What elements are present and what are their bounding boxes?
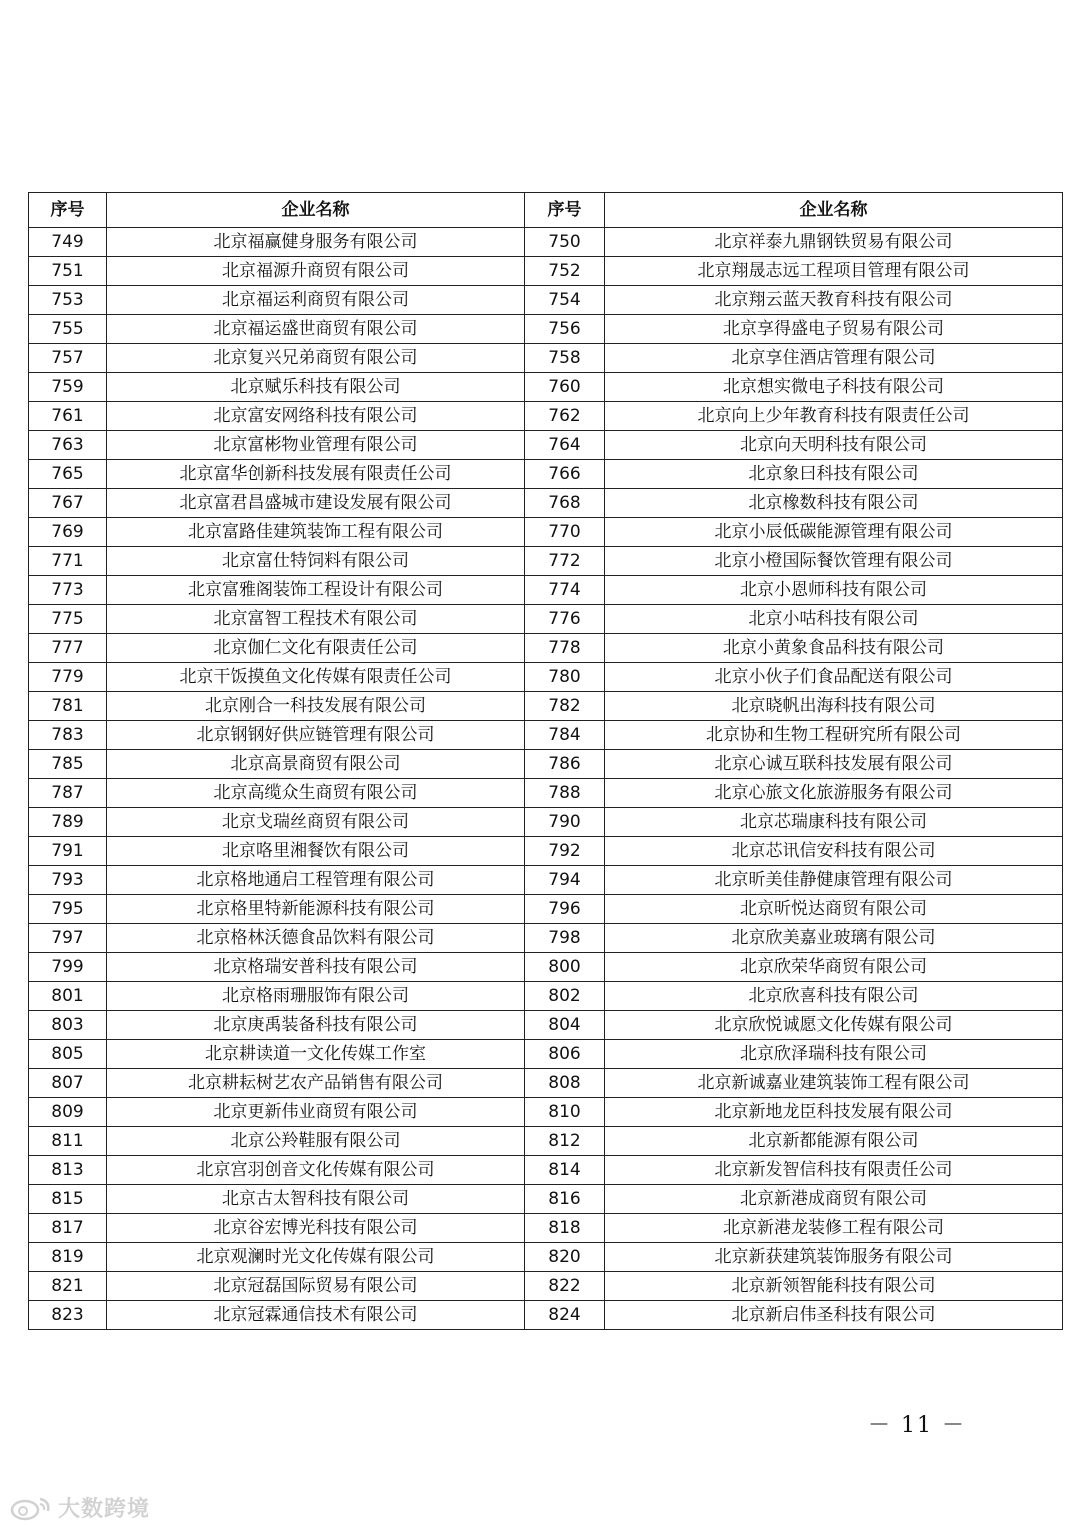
row-number-left: 749: [29, 228, 107, 257]
table-row: [29, 663, 1063, 692]
table-row: [29, 1040, 1063, 1069]
row-number-left: 763: [29, 431, 107, 460]
row-number-left: 793: [29, 866, 107, 895]
table-row: [29, 373, 1063, 402]
row-number-left: 801: [29, 982, 107, 1011]
table-row: [29, 750, 1063, 779]
company-name-right: 北京欣喜科技有限公司: [605, 982, 1063, 1011]
company-name-right: 北京新启伟圣科技有限公司: [605, 1301, 1063, 1330]
row-number-left: 823: [29, 1301, 107, 1330]
table-row: [29, 315, 1063, 344]
company-name-left: 北京干饭摸鱼文化传媒有限责任公司: [107, 663, 525, 692]
row-number-left: 783: [29, 721, 107, 750]
table-row: [29, 547, 1063, 576]
row-number-left: 809: [29, 1098, 107, 1127]
enterprise-list-table: [28, 192, 1063, 1330]
company-name-right: 北京芯瑞康科技有限公司: [605, 808, 1063, 837]
row-number-right: 778: [525, 634, 605, 663]
header-no-left: 序号: [29, 193, 107, 228]
row-number-right: 758: [525, 344, 605, 373]
row-number-right: 812: [525, 1127, 605, 1156]
row-number-left: 811: [29, 1127, 107, 1156]
watermark-text: 大数跨境: [58, 1497, 151, 1522]
row-number-left: 751: [29, 257, 107, 286]
company-name-left: 北京宫羽创音文化传媒有限公司: [107, 1156, 525, 1185]
row-number-right: 766: [525, 460, 605, 489]
company-name-left: 北京格林沃德食品饮料有限公司: [107, 924, 525, 953]
row-number-right: 790: [525, 808, 605, 837]
company-name-left: 北京赋乐科技有限公司: [107, 373, 525, 402]
row-number-left: 807: [29, 1069, 107, 1098]
table-row: [29, 1011, 1063, 1040]
row-number-right: 754: [525, 286, 605, 315]
company-name-left: 北京富华创新科技发展有限责任公司: [107, 460, 525, 489]
company-name-right: 北京小黄象食品科技有限公司: [605, 634, 1063, 663]
company-name-left: 北京格瑞安普科技有限公司: [107, 953, 525, 982]
row-number-left: 755: [29, 315, 107, 344]
table-row: [29, 1301, 1063, 1330]
row-number-left: 767: [29, 489, 107, 518]
company-name-left: 北京福赢健身服务有限公司: [107, 228, 525, 257]
row-number-left: 795: [29, 895, 107, 924]
row-number-left: 753: [29, 286, 107, 315]
row-number-left: 797: [29, 924, 107, 953]
company-name-right: 北京祥泰九鼎钢铁贸易有限公司: [605, 228, 1063, 257]
row-number-right: 804: [525, 1011, 605, 1040]
company-name-left: 北京钢钢好供应链管理有限公司: [107, 721, 525, 750]
row-number-right: 764: [525, 431, 605, 460]
table-row: [29, 1185, 1063, 1214]
company-name-right: 北京心诚互联科技发展有限公司: [605, 750, 1063, 779]
row-number-right: 784: [525, 721, 605, 750]
row-number-right: 788: [525, 779, 605, 808]
table-row: [29, 895, 1063, 924]
row-number-right: 816: [525, 1185, 605, 1214]
company-name-left: 北京格雨珊服饰有限公司: [107, 982, 525, 1011]
company-name-right: 北京小辰低碳能源管理有限公司: [605, 518, 1063, 547]
company-name-left: 北京富君昌盛城市建设发展有限公司: [107, 489, 525, 518]
row-number-left: 761: [29, 402, 107, 431]
table-row: [29, 518, 1063, 547]
company-name-right: 北京新都能源有限公司: [605, 1127, 1063, 1156]
row-number-left: 813: [29, 1156, 107, 1185]
company-name-right: 北京新领智能科技有限公司: [605, 1272, 1063, 1301]
company-name-right: 北京欣荣华商贸有限公司: [605, 953, 1063, 982]
company-name-right: 北京心旅文化旅游服务有限公司: [605, 779, 1063, 808]
company-name-right: 北京享得盛电子贸易有限公司: [605, 315, 1063, 344]
company-name-right: 北京芯讯信安科技有限公司: [605, 837, 1063, 866]
row-number-left: 803: [29, 1011, 107, 1040]
row-number-left: 775: [29, 605, 107, 634]
company-name-left: 北京福运利商贸有限公司: [107, 286, 525, 315]
row-number-right: 810: [525, 1098, 605, 1127]
company-name-right: 北京享住酒店管理有限公司: [605, 344, 1063, 373]
table-row: [29, 1214, 1063, 1243]
table-row: [29, 1243, 1063, 1272]
row-number-right: 782: [525, 692, 605, 721]
table-row: [29, 1272, 1063, 1301]
row-number-left: 817: [29, 1214, 107, 1243]
row-number-right: 798: [525, 924, 605, 953]
company-name-left: 北京谷宏博光科技有限公司: [107, 1214, 525, 1243]
row-number-left: 787: [29, 779, 107, 808]
table-row: [29, 692, 1063, 721]
company-name-right: 北京小伙子们食品配送有限公司: [605, 663, 1063, 692]
table-row: [29, 982, 1063, 1011]
company-name-right: 北京新获建筑装饰服务有限公司: [605, 1243, 1063, 1272]
company-name-left: 北京观澜时光文化传媒有限公司: [107, 1243, 525, 1272]
row-number-right: 808: [525, 1069, 605, 1098]
row-number-right: 780: [525, 663, 605, 692]
row-number-left: 791: [29, 837, 107, 866]
row-number-left: 781: [29, 692, 107, 721]
row-number-left: 815: [29, 1185, 107, 1214]
row-number-left: 777: [29, 634, 107, 663]
company-name-left: 北京更新伟业商贸有限公司: [107, 1098, 525, 1127]
company-name-left: 北京格地通启工程管理有限公司: [107, 866, 525, 895]
table-row: [29, 721, 1063, 750]
header-name-right: 企业名称: [605, 193, 1063, 228]
row-number-right: 824: [525, 1301, 605, 1330]
table-row: [29, 953, 1063, 982]
company-name-right: 北京协和生物工程研究所有限公司: [605, 721, 1063, 750]
row-number-left: 821: [29, 1272, 107, 1301]
company-name-right: 北京象曰科技有限公司: [605, 460, 1063, 489]
company-name-right: 北京翔云蓝天教育科技有限公司: [605, 286, 1063, 315]
row-number-left: 785: [29, 750, 107, 779]
page-number: － 11 －: [868, 1413, 966, 1438]
company-name-left: 北京耕读道一文化传媒工作室: [107, 1040, 525, 1069]
company-name-right: 北京小恩师科技有限公司: [605, 576, 1063, 605]
table-row: [29, 837, 1063, 866]
company-name-left: 北京冠磊国际贸易有限公司: [107, 1272, 525, 1301]
row-number-right: 806: [525, 1040, 605, 1069]
table-row: [29, 1069, 1063, 1098]
row-number-right: 768: [525, 489, 605, 518]
row-number-right: 750: [525, 228, 605, 257]
row-number-left: 789: [29, 808, 107, 837]
table-row: [29, 605, 1063, 634]
company-name-left: 北京格里特新能源科技有限公司: [107, 895, 525, 924]
row-number-right: 802: [525, 982, 605, 1011]
table-row: [29, 808, 1063, 837]
header-name-left: 企业名称: [107, 193, 525, 228]
company-name-right: 北京新发智信科技有限责任公司: [605, 1156, 1063, 1185]
company-name-right: 北京想实微电子科技有限公司: [605, 373, 1063, 402]
company-name-right: 北京欣悦诚愿文化传媒有限公司: [605, 1011, 1063, 1040]
table-row: [29, 228, 1063, 257]
row-number-right: 756: [525, 315, 605, 344]
company-name-right: 北京向天明科技有限公司: [605, 431, 1063, 460]
company-name-right: 北京小咕科技有限公司: [605, 605, 1063, 634]
company-name-left: 北京富雅阁装饰工程设计有限公司: [107, 576, 525, 605]
table-row: [29, 460, 1063, 489]
table-row: [29, 779, 1063, 808]
row-number-right: 814: [525, 1156, 605, 1185]
row-number-left: 773: [29, 576, 107, 605]
company-name-right: 北京橡数科技有限公司: [605, 489, 1063, 518]
table-row: [29, 634, 1063, 663]
company-name-left: 北京复兴兄弟商贸有限公司: [107, 344, 525, 373]
table-row: [29, 1156, 1063, 1185]
row-number-right: 794: [525, 866, 605, 895]
company-name-left: 北京公羚鞋服有限公司: [107, 1127, 525, 1156]
row-number-left: 771: [29, 547, 107, 576]
row-number-right: 792: [525, 837, 605, 866]
table-row: [29, 431, 1063, 460]
row-number-left: 757: [29, 344, 107, 373]
table-row: [29, 286, 1063, 315]
table-row: [29, 866, 1063, 895]
row-number-right: 770: [525, 518, 605, 547]
row-number-right: 822: [525, 1272, 605, 1301]
company-name-left: 北京庚禹装备科技有限公司: [107, 1011, 525, 1040]
row-number-left: 759: [29, 373, 107, 402]
table-row: [29, 257, 1063, 286]
table-row: [29, 344, 1063, 373]
company-name-left: 北京富路佳建筑装饰工程有限公司: [107, 518, 525, 547]
company-name-left: 北京刚合一科技发展有限公司: [107, 692, 525, 721]
row-number-left: 805: [29, 1040, 107, 1069]
company-name-right: 北京翔晟志远工程项目管理有限公司: [605, 257, 1063, 286]
company-name-left: 北京戈瑞丝商贸有限公司: [107, 808, 525, 837]
row-number-left: 769: [29, 518, 107, 547]
row-number-right: 774: [525, 576, 605, 605]
company-name-right: 北京欣美嘉业玻璃有限公司: [605, 924, 1063, 953]
company-name-right: 北京昕美佳静健康管理有限公司: [605, 866, 1063, 895]
company-name-left: 北京富智工程技术有限公司: [107, 605, 525, 634]
company-name-left: 北京富仕特饲料有限公司: [107, 547, 525, 576]
company-name-left: 北京耕耘树艺农产品销售有限公司: [107, 1069, 525, 1098]
company-name-left: 北京高景商贸有限公司: [107, 750, 525, 779]
row-number-right: 796: [525, 895, 605, 924]
company-name-right: 北京新地龙臣科技发展有限公司: [605, 1098, 1063, 1127]
row-number-right: 762: [525, 402, 605, 431]
company-name-right: 北京新港成商贸有限公司: [605, 1185, 1063, 1214]
row-number-right: 772: [525, 547, 605, 576]
row-number-right: 818: [525, 1214, 605, 1243]
row-number-right: 752: [525, 257, 605, 286]
company-name-left: 北京福运盛世商贸有限公司: [107, 315, 525, 344]
row-number-right: 800: [525, 953, 605, 982]
table-row: [29, 402, 1063, 431]
company-name-left: 北京高缆众生商贸有限公司: [107, 779, 525, 808]
row-number-left: 779: [29, 663, 107, 692]
table-row: [29, 1127, 1063, 1156]
company-name-right: 北京新诚嘉业建筑装饰工程有限公司: [605, 1069, 1063, 1098]
company-name-left: 北京咯里湘餐饮有限公司: [107, 837, 525, 866]
company-name-left: 北京伽仁文化有限责任公司: [107, 634, 525, 663]
company-name-left: 北京古太智科技有限公司: [107, 1185, 525, 1214]
company-name-left: 北京冠霖通信技术有限公司: [107, 1301, 525, 1330]
table-row: [29, 1098, 1063, 1127]
table-row: [29, 489, 1063, 518]
row-number-right: 776: [525, 605, 605, 634]
row-number-right: 820: [525, 1243, 605, 1272]
company-name-right: 北京向上少年教育科技有限责任公司: [605, 402, 1063, 431]
company-name-right: 北京小橙国际餐饮管理有限公司: [605, 547, 1063, 576]
watermark: [8, 1492, 150, 1523]
company-name-left: 北京富彬物业管理有限公司: [107, 431, 525, 460]
row-number-left: 799: [29, 953, 107, 982]
row-number-left: 765: [29, 460, 107, 489]
company-name-right: 北京新港龙装修工程有限公司: [605, 1214, 1063, 1243]
company-name-left: 北京富安网络科技有限公司: [107, 402, 525, 431]
row-number-left: 819: [29, 1243, 107, 1272]
table-header-row: [29, 193, 1063, 228]
row-number-right: 760: [525, 373, 605, 402]
company-name-right: 北京昕悦达商贸有限公司: [605, 895, 1063, 924]
company-name-right: 北京晓帆出海科技有限公司: [605, 692, 1063, 721]
table-row: [29, 576, 1063, 605]
row-number-right: 786: [525, 750, 605, 779]
table-row: [29, 924, 1063, 953]
weibo-style-logo-icon: [8, 1495, 54, 1521]
header-no-right: 序号: [525, 193, 605, 228]
company-name-right: 北京欣泽瑞科技有限公司: [605, 1040, 1063, 1069]
company-name-left: 北京福源升商贸有限公司: [107, 257, 525, 286]
